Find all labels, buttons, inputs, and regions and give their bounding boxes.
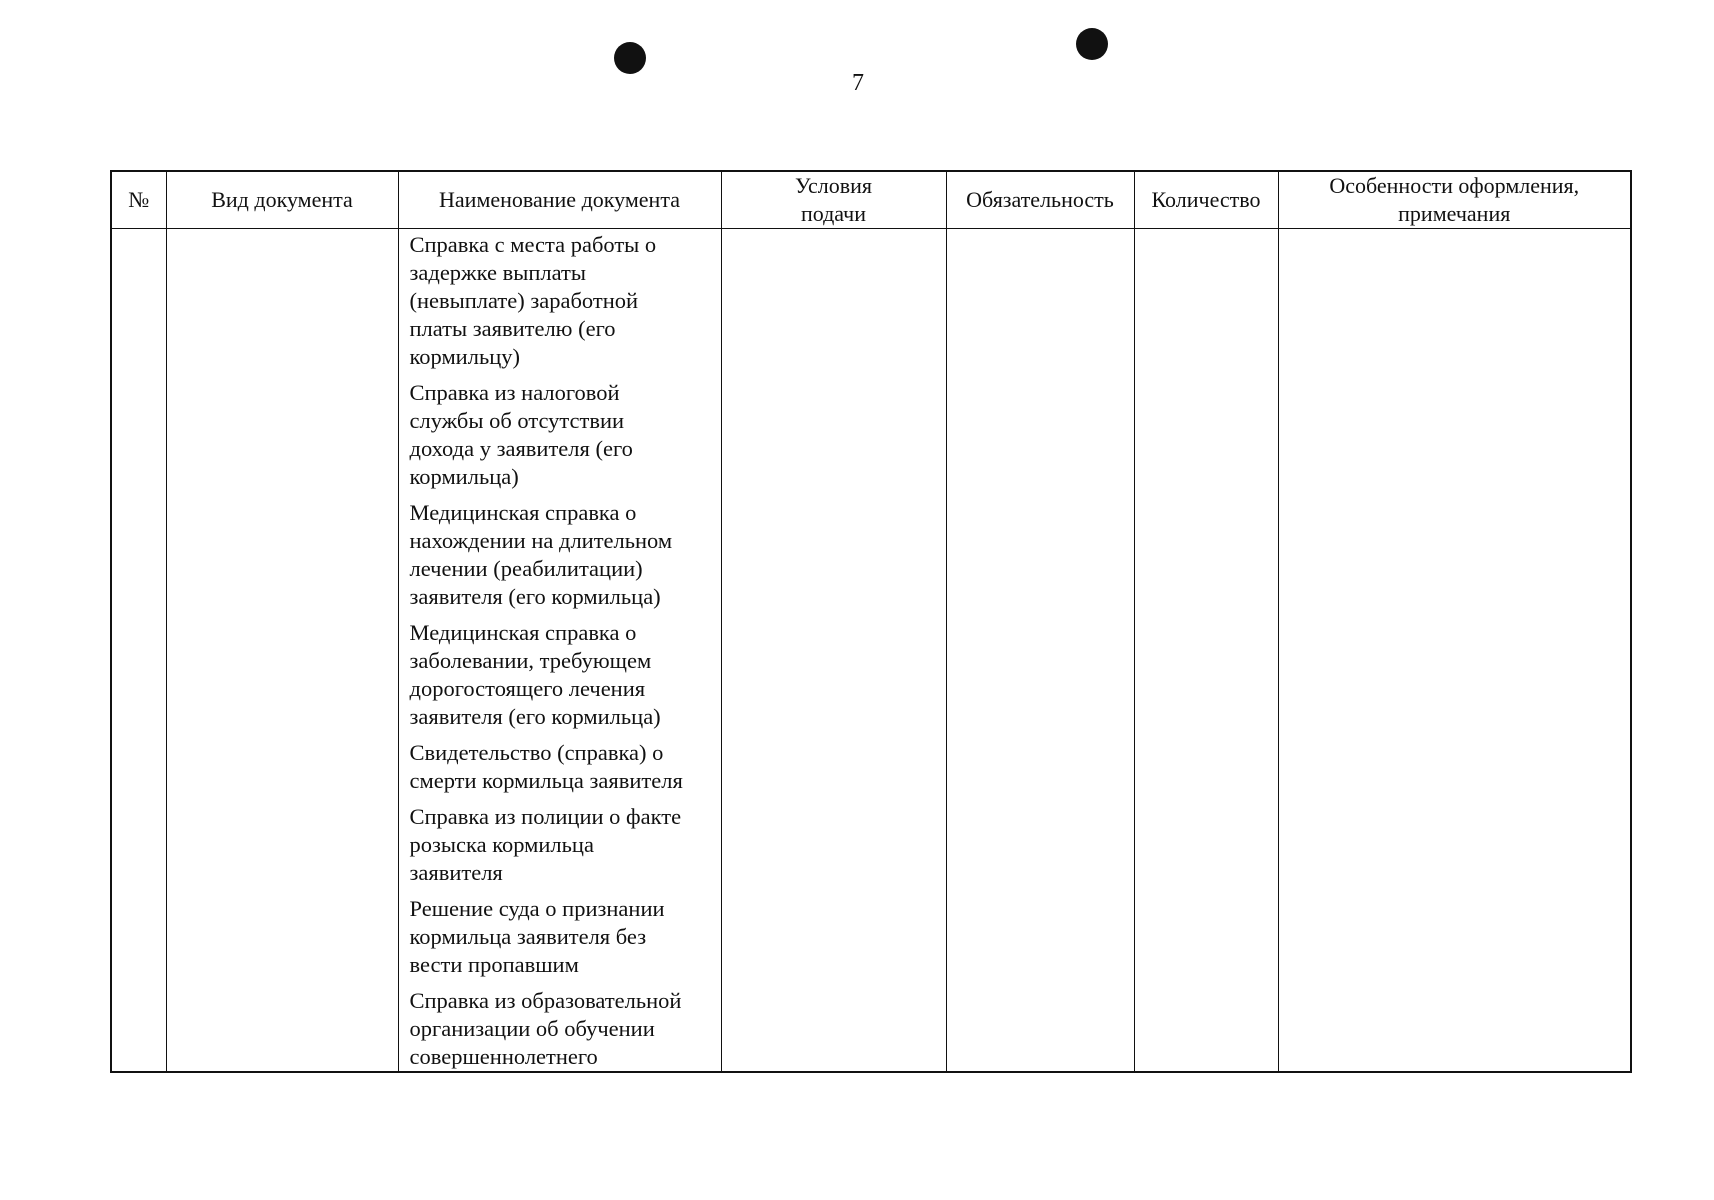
doc-name-item: Справка из полиции о факте розыска кормильца заявителя	[409, 804, 682, 885]
doc-name-item: Медицинская справка о нахождении на длительном лечении (реабилитации) заявителя (его кормильца)	[409, 500, 673, 609]
punch-hole-left	[614, 42, 646, 74]
table-row	[111, 229, 1631, 1073]
cell-quantity	[1134, 229, 1278, 1073]
header-quantity: Количество	[1134, 171, 1278, 229]
cell-conditions	[721, 229, 946, 1073]
cell-doc-type	[166, 229, 398, 1073]
header-mandatory: Обязательность	[946, 171, 1134, 229]
header-conditions: Условия подачи	[721, 171, 946, 229]
header-notes: Особенности оформления, примечания	[1278, 171, 1631, 229]
punch-hole-right	[1076, 28, 1108, 60]
header-doc-type: Вид документа	[166, 171, 398, 229]
page-number: 7	[852, 70, 864, 96]
header-number: №	[111, 171, 166, 229]
cell-notes	[1278, 229, 1631, 1073]
cell-number	[111, 229, 166, 1073]
header-doc-name: Наименование документа	[398, 171, 721, 229]
doc-name-item: Медицинская справка о заболевании, требующем дорогостоящего лечения заявителя (его кормильца)	[409, 620, 661, 729]
cell-mandatory	[946, 229, 1134, 1073]
doc-name-item: Справка из налоговой службы об отсутствии дохода у заявителя (его кормильца)	[409, 380, 633, 489]
cell-doc-names	[398, 229, 721, 1073]
doc-name-item: Справка с места работы о задержке выплаты (невыплате) заработной платы заявителю (его кормильцу)	[409, 232, 657, 369]
doc-name-item: Решение суда о признании кормильца заявителя без вести пропавшим	[409, 896, 665, 977]
documents-table	[110, 170, 1632, 1073]
doc-name-item: Справка из образовательной организации об обучении совершеннолетнего	[409, 988, 682, 1069]
table-header-row	[111, 171, 1631, 229]
doc-name-item: Свидетельство (справка) о смерти кормильца заявителя	[409, 740, 683, 793]
